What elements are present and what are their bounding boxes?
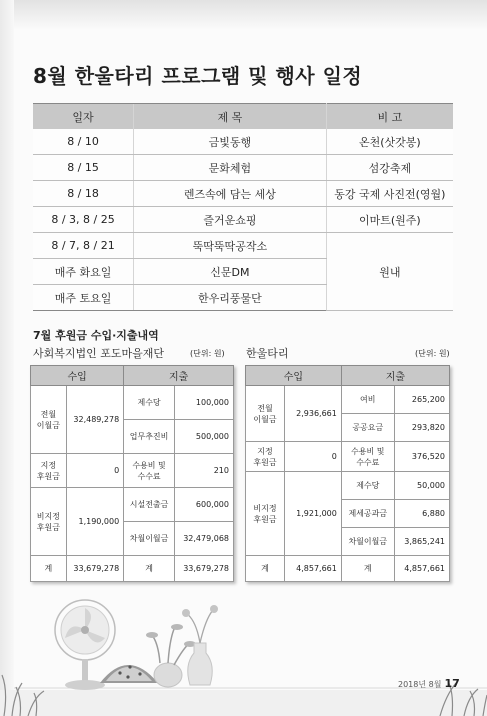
table-row <box>33 207 453 233</box>
footer-date: 2018년 8월 <box>398 680 442 689</box>
schedule-note: 온천(삿갓봉) <box>326 129 453 155</box>
expense-label: 제수당 <box>341 472 394 500</box>
income-value: 1,921,000 <box>284 472 341 556</box>
income-value: 2,936,661 <box>284 386 341 442</box>
schedule-header-row <box>33 104 453 130</box>
ground-wash <box>0 690 487 716</box>
expense-value: 376,520 <box>394 442 449 472</box>
expense-value: 6,880 <box>394 500 449 528</box>
table-row <box>246 472 450 500</box>
schedule-date: 8 / 7, 8 / 21 <box>33 233 134 259</box>
income-value: 0 <box>284 442 341 472</box>
schedule-title: 뚝딱뚝딱공작소 <box>134 233 327 259</box>
schedule-note: 섬강축제 <box>326 155 453 181</box>
expense-value: 3,865,241 <box>394 528 449 556</box>
schedule-title: 금빛동행 <box>134 129 327 155</box>
expense-value: 100,000 <box>174 386 233 420</box>
schedule-date: 매주 토요일 <box>33 285 134 311</box>
income-label: 전월 이월금 <box>246 386 285 442</box>
table-row <box>33 181 453 207</box>
schedule-note: 원내 <box>326 233 453 311</box>
left-org-name: 사회복지법인 포도마을재단 <box>33 347 165 360</box>
expense-value: 32,479,068 <box>174 522 233 556</box>
expense-value: 210 <box>174 454 233 488</box>
foundation-finance-table <box>30 365 234 582</box>
table-row <box>31 488 234 522</box>
expense-label: 여비 <box>341 386 394 414</box>
schedule-title: 렌즈속에 담는 세상 <box>134 181 327 207</box>
expense-value: 265,200 <box>394 386 449 414</box>
expense-header: 지출 <box>124 366 234 386</box>
table-row <box>246 386 450 414</box>
schedule-date: 8 / 15 <box>33 155 134 181</box>
schedule-table <box>33 103 453 311</box>
schedule-note: 동강 국제 사진전(영월) <box>326 181 453 207</box>
income-total: 4,857,661 <box>284 556 341 582</box>
watermelon-icon <box>100 665 158 683</box>
expense-label: 수용비 및 수수료 <box>341 442 394 472</box>
page-number: 17 <box>444 677 460 690</box>
schedule-title: 한우리풍물단 <box>134 285 327 311</box>
page-title: 8월 한울타리 프로그램 및 행사 일정 <box>33 64 363 88</box>
table-row <box>33 155 453 181</box>
expense-label: 차월이월금 <box>341 528 394 556</box>
total-row <box>31 556 234 582</box>
schedule-date: 8 / 3, 8 / 25 <box>33 207 134 233</box>
schedule-note: 이마트(원주) <box>326 207 453 233</box>
summer-illustration <box>0 595 487 716</box>
right-org-name: 한울타리 <box>246 347 289 360</box>
schedule-header-note: 비 고 <box>326 104 453 130</box>
expense-value: 500,000 <box>174 420 233 454</box>
left-unit-label: (단위: 원) <box>190 349 225 358</box>
expense-label: 시설전출금 <box>124 488 175 522</box>
schedule-title: 문화체험 <box>134 155 327 181</box>
schedule-header-date: 일자 <box>33 104 134 130</box>
table-row <box>31 454 234 488</box>
expense-label: 공공요금 <box>341 414 394 442</box>
table-row <box>33 233 453 259</box>
expense-header: 지출 <box>341 366 449 386</box>
right-unit-label: (단위: 원) <box>415 349 450 358</box>
income-label: 비지정 후원금 <box>31 488 67 556</box>
expense-total: 4,857,661 <box>394 556 449 582</box>
expense-label: 제수당 <box>124 386 175 420</box>
expense-value: 50,000 <box>394 472 449 500</box>
schedule-title: 신문DM <box>134 259 327 285</box>
schedule-date: 8 / 10 <box>33 129 134 155</box>
income-label: 전월 이월금 <box>31 386 67 454</box>
income-header: 수입 <box>31 366 124 386</box>
income-label: 지정 후원금 <box>31 454 67 488</box>
total-label: 계 <box>31 556 67 582</box>
total-label: 계 <box>246 556 285 582</box>
schedule-date: 8 / 18 <box>33 181 134 207</box>
income-header: 수입 <box>246 366 342 386</box>
expense-total: 33,679,278 <box>174 556 233 582</box>
expense-value: 293,820 <box>394 414 449 442</box>
total-label: 계 <box>341 556 394 582</box>
hanultari-finance-table <box>245 365 450 582</box>
income-total: 33,679,278 <box>66 556 124 582</box>
expense-label: 업무추진비 <box>124 420 175 454</box>
finance-header-row <box>246 366 450 386</box>
table-row <box>33 129 453 155</box>
income-value: 32,489,278 <box>66 386 124 454</box>
total-row <box>246 556 450 582</box>
finance-section-title: 7월 후원금 수입·지출내역 <box>33 329 159 342</box>
schedule-header-title: 제 목 <box>134 104 327 130</box>
page-footer <box>398 677 460 690</box>
expense-label: 제세공과금 <box>341 500 394 528</box>
finance-header-row <box>31 366 234 386</box>
total-label: 계 <box>124 556 175 582</box>
income-value: 0 <box>66 454 124 488</box>
income-value: 1,190,000 <box>66 488 124 556</box>
table-row <box>246 442 450 472</box>
income-label: 비지정 후원금 <box>246 472 285 556</box>
expense-value: 600,000 <box>174 488 233 522</box>
top-shadow <box>0 0 487 30</box>
schedule-date: 매주 화요일 <box>33 259 134 285</box>
table-row <box>31 386 234 420</box>
expense-label: 차월이월금 <box>124 522 175 556</box>
income-label: 지정 후원금 <box>246 442 285 472</box>
schedule-title: 즐거운쇼핑 <box>134 207 327 233</box>
expense-label: 수용비 및 수수료 <box>124 454 175 488</box>
